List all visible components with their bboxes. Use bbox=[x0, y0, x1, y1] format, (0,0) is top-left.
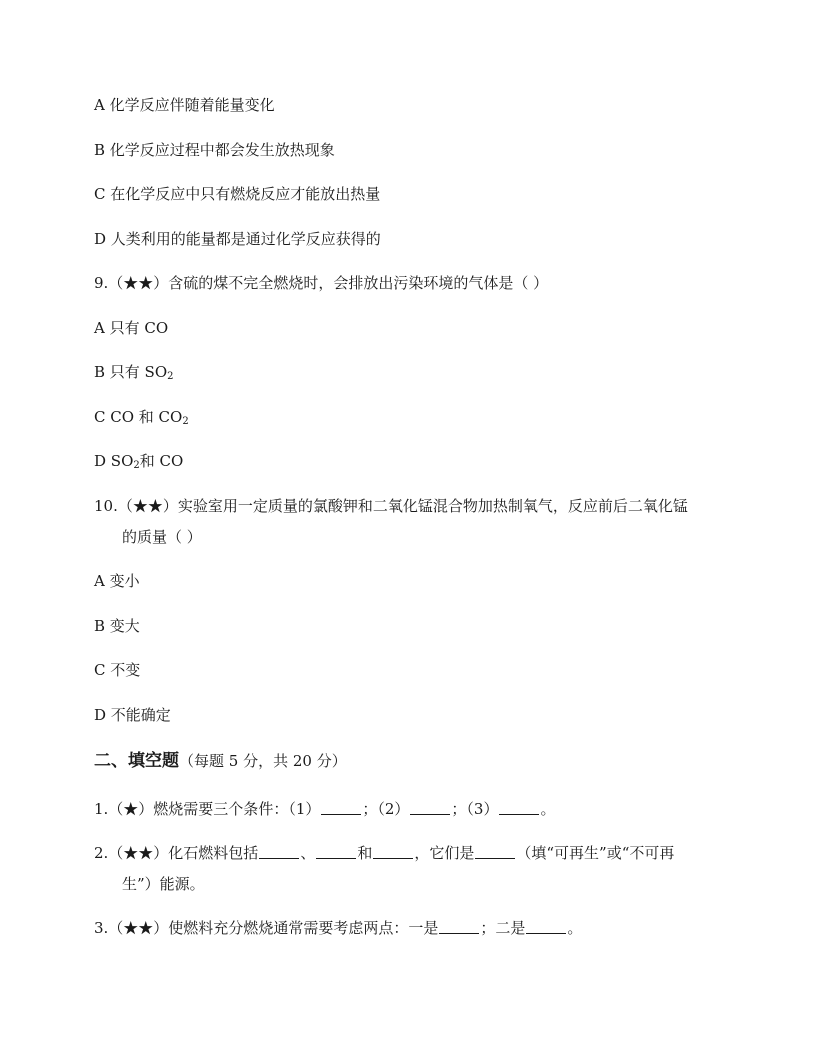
fill2-text-5: （填“可再生”或“不可再 bbox=[516, 844, 675, 862]
q9-option-b bbox=[94, 362, 174, 382]
answer-blank[interactable] bbox=[321, 800, 361, 815]
q8-option-d: D 人类利用的能量都是通过化学反应获得的 bbox=[94, 230, 381, 248]
q10-option-b: B 变大 bbox=[94, 617, 140, 635]
q9-option-a: A 只有 CO bbox=[94, 319, 169, 337]
fill-question-1 bbox=[94, 799, 555, 819]
answer-blank[interactable] bbox=[373, 844, 413, 859]
subscript: 2 bbox=[167, 371, 174, 382]
fill-question-3 bbox=[94, 918, 582, 938]
q10-stem-line2: 的质量（ ） bbox=[122, 528, 202, 546]
fill2-text-3: 和 bbox=[357, 844, 373, 862]
q9-option-d-suffix: 和 CO bbox=[139, 452, 184, 470]
q8-option-b: B 化学反应过程中都会发生放热现象 bbox=[94, 141, 335, 159]
answer-blank[interactable] bbox=[475, 844, 515, 859]
q9-option-b-text: B 只有 SO bbox=[94, 363, 168, 381]
answer-blank[interactable] bbox=[439, 919, 479, 934]
answer-blank[interactable] bbox=[316, 844, 356, 859]
answer-blank[interactable] bbox=[499, 800, 539, 815]
subscript: 2 bbox=[133, 460, 140, 471]
answer-blank[interactable] bbox=[410, 800, 450, 815]
q10-option-d: D 不能确定 bbox=[94, 706, 171, 724]
fill1-text-1: 1.（★）燃烧需要三个条件：（1） bbox=[94, 800, 321, 818]
q10-option-c: C 不变 bbox=[94, 661, 141, 679]
answer-blank[interactable] bbox=[259, 844, 299, 859]
fill3-text-1: 3.（★★）使燃料充分燃烧通常需要考虑两点：一是 bbox=[94, 919, 439, 937]
section-title: 二、填空题 bbox=[94, 751, 179, 771]
fill2-text-1: 2.（★★）化石燃料包括 bbox=[94, 844, 259, 862]
q9-option-c-text: C CO 和 CO bbox=[94, 408, 183, 426]
fill2-text-2: 、 bbox=[300, 844, 316, 862]
q9-stem: 9.（★★）含硫的煤不完全燃烧时，会排放出污染环境的气体是（ ） bbox=[94, 274, 549, 292]
fill3-text-2: ；二是 bbox=[480, 919, 526, 937]
answer-blank[interactable] bbox=[526, 919, 566, 934]
fill1-text-3: ；（3） bbox=[451, 800, 499, 818]
section-heading bbox=[94, 750, 347, 772]
q9-option-d bbox=[94, 451, 183, 471]
q8-option-a: A 化学反应伴随着能量变化 bbox=[94, 96, 275, 114]
q10-stem-line1: 10.（★★）实验室用一定质量的氯酸钾和二氧化锰混合物加热制氧气，反应前后二氧化锰 bbox=[94, 497, 688, 515]
fill2-text-4: ，它们是 bbox=[414, 844, 475, 862]
q9-option-c bbox=[94, 407, 189, 427]
q10-option-a: A 变小 bbox=[94, 572, 140, 590]
fill-question-2 bbox=[94, 843, 674, 863]
fill-question-2-line2: 生”）能源。 bbox=[122, 875, 205, 893]
subscript: 2 bbox=[182, 416, 189, 427]
q8-option-c: C 在化学反应中只有燃烧反应才能放出热量 bbox=[94, 185, 381, 203]
fill1-text-2: ；（2） bbox=[362, 800, 410, 818]
fill1-text-4: 。 bbox=[540, 800, 556, 818]
q9-option-d-text: D SO bbox=[94, 452, 134, 470]
section-note: （每题 5 分，共 20 分） bbox=[179, 752, 347, 770]
fill3-text-3: 。 bbox=[567, 919, 583, 937]
